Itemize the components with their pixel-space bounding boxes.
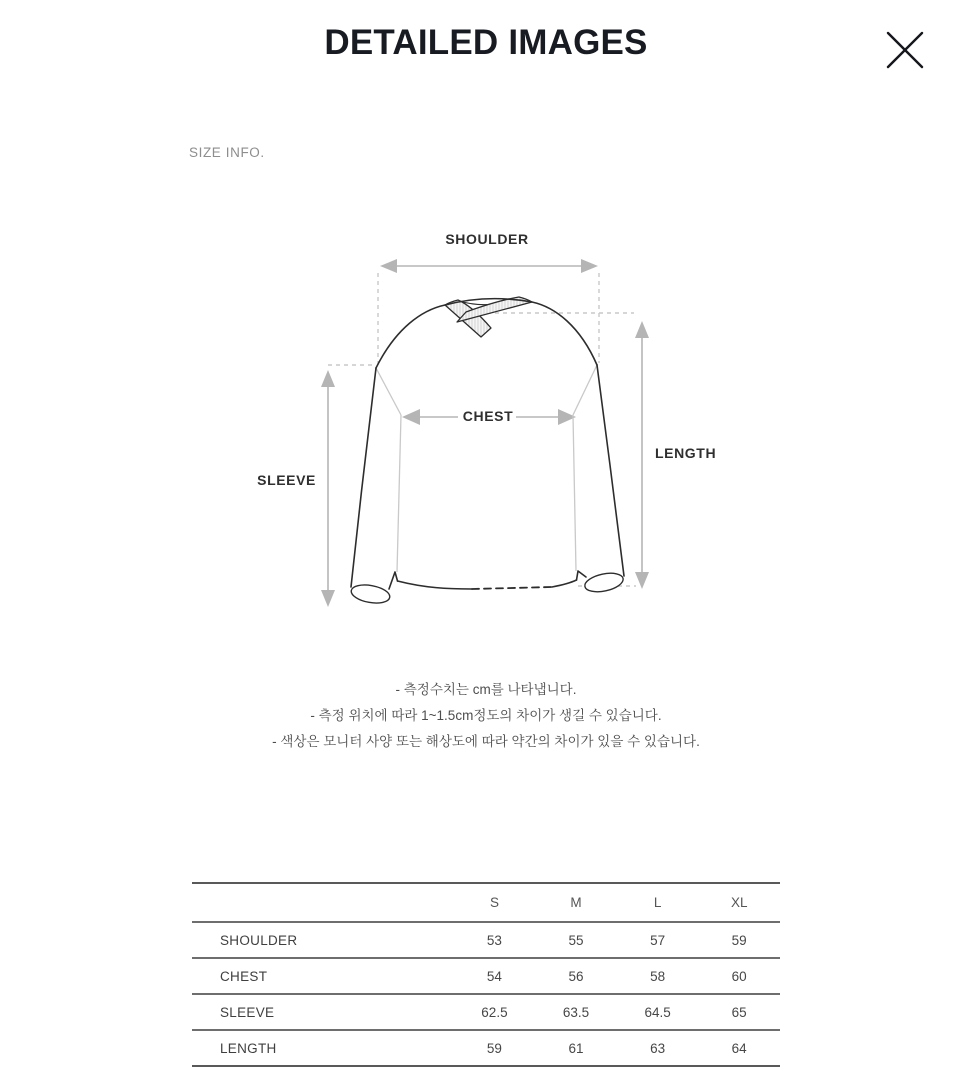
table-row — [192, 994, 780, 1030]
sleeve-measure-label: SLEEVE — [257, 472, 316, 488]
garment-seams — [376, 365, 597, 572]
cell-value: 59 — [486, 1040, 502, 1056]
cell-value: 54 — [454, 958, 536, 994]
row-label-sleeve: SLEEVE — [192, 994, 454, 1030]
chest-measure-label: CHEST — [462, 408, 514, 424]
garment-line-art — [180, 220, 780, 660]
cell-value: 53 — [454, 922, 536, 958]
note-line: - 측정 위치에 따라 1~1.5cm정도의 차이가 생길 수 있습니다. — [310, 708, 662, 723]
cell-value: 64.5 — [617, 994, 699, 1030]
cell-value: 63.5 — [535, 994, 617, 1030]
column-header-xl: XL — [698, 883, 780, 922]
collar — [445, 297, 532, 337]
size-diagram — [180, 220, 780, 660]
garment-outline — [350, 302, 625, 606]
size-table-corner-cell — [192, 883, 454, 922]
page-title: DETAILED IMAGES — [324, 23, 648, 62]
size-table — [192, 882, 780, 1067]
row-label-shoulder: SHOULDER — [192, 922, 454, 958]
shoulder-measure-label: SHOULDER — [445, 231, 529, 247]
cell-value: 63 — [650, 1040, 666, 1056]
measurement-notes — [0, 677, 972, 755]
table-row — [192, 922, 780, 958]
table-row — [192, 958, 780, 994]
column-header-m: M — [535, 883, 617, 922]
column-header-l: L — [617, 883, 699, 922]
cell-value: 61 — [568, 1040, 584, 1056]
cell-value: 56 — [535, 958, 617, 994]
note-line: - 측정수치는 cm를 나타냅니다. — [395, 682, 577, 697]
row-label-length: LENGTH — [220, 1040, 277, 1056]
cell-value: 60 — [698, 958, 780, 994]
length-measure-label: LENGTH — [655, 445, 717, 461]
cell-value: 58 — [617, 958, 699, 994]
cell-value: 64 — [731, 1040, 747, 1056]
row-label-chest: CHEST — [192, 958, 454, 994]
cell-value: 62.5 — [454, 994, 536, 1030]
size-info-label: SIZE INFO. — [189, 145, 265, 160]
close-button[interactable] — [881, 26, 929, 74]
cell-value: 57 — [617, 922, 699, 958]
cell-value: 55 — [535, 922, 617, 958]
cell-value: 65 — [698, 994, 780, 1030]
close-icon — [881, 26, 929, 74]
size-table-header-row — [192, 883, 780, 922]
table-row — [192, 1030, 780, 1066]
cell-value: 59 — [698, 922, 780, 958]
note-line: - 색상은 모니터 사양 또는 해상도에 따라 약간의 차이가 있을 수 있습니다. — [272, 734, 700, 749]
column-header-s: S — [454, 883, 536, 922]
